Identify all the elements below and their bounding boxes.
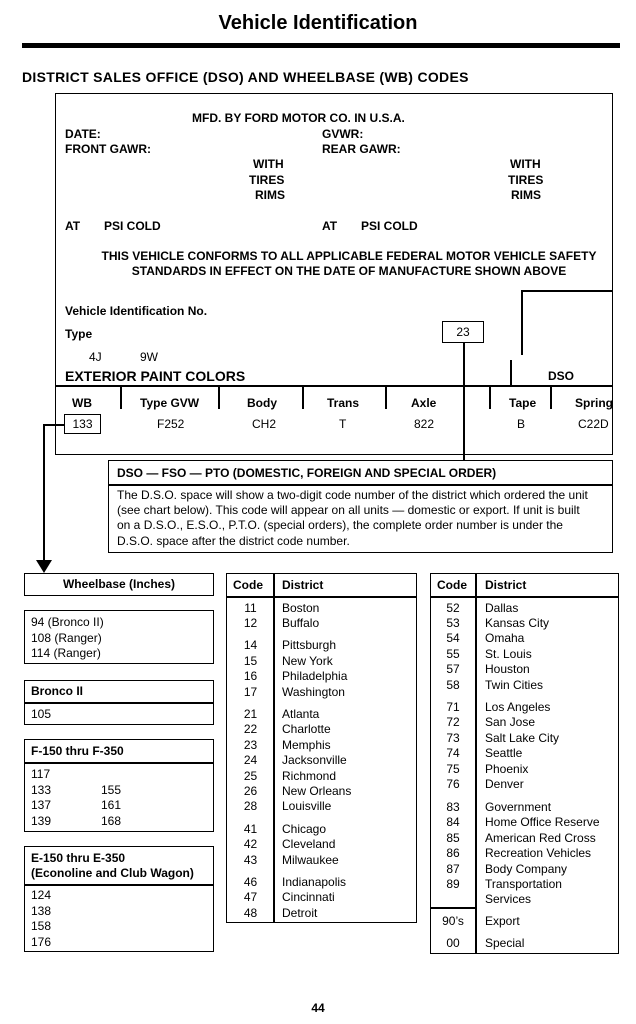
district-name: Washington [282, 685, 345, 699]
col-sep-4 [385, 385, 387, 409]
district-code: 54 [446, 631, 460, 645]
district-name: Services [485, 892, 532, 906]
district-code: 57 [446, 662, 460, 676]
dso-explanation-heading: DSO — FSO — PTO (DOMESTIC, FOREIGN AND SPECIAL ORDER) [117, 466, 497, 480]
page-title: Vehicle Identification [218, 12, 418, 34]
district-name: Milwaukee [282, 853, 339, 867]
district-table-2-code-header: Code [437, 578, 467, 592]
dso-connector-line [463, 343, 465, 460]
district-name: Seattle [485, 746, 523, 760]
wb-value-box [64, 414, 101, 434]
dso-divider [510, 360, 512, 385]
district-code: 14 [243, 638, 258, 652]
district-name: New Orleans [282, 784, 352, 798]
wheelbase-item: 168 [101, 814, 122, 828]
front-with-label: WITH [253, 157, 284, 171]
exterior-paint-label: EXTERIOR PAINT COLORS [65, 368, 246, 384]
district-code: 43 [243, 853, 258, 867]
wb-arrow-vertical [43, 424, 45, 564]
district-table-1-code-header: Code [233, 578, 263, 592]
col-sep-6 [550, 385, 552, 409]
col-axle: Axle [411, 396, 437, 410]
wheelbase-item: 124 [31, 888, 52, 902]
wheelbase-item: 139 [31, 814, 52, 828]
district-code: 25 [243, 769, 258, 783]
district-name: San Jose [485, 715, 536, 729]
wheelbase-item: 94 (Bronco II) [31, 615, 104, 629]
district-code: 84 [446, 815, 460, 829]
bronco-rule [25, 702, 213, 704]
district-code: 22 [243, 722, 258, 736]
district-code: 26 [243, 784, 258, 798]
district-code: 75 [446, 762, 460, 776]
rear-rims-label: RIMS [511, 188, 541, 202]
vin-label: Vehicle Identification No. [65, 304, 208, 318]
col-trans: Trans [327, 396, 360, 410]
col-sep-3 [302, 385, 304, 409]
district-code: 53 [446, 616, 460, 630]
wheelbase-item: 108 (Ranger) [31, 631, 102, 645]
front-at-label: AT [65, 219, 81, 233]
spring-value: C22D [578, 417, 609, 431]
wheelbase-header-box [24, 573, 214, 596]
district-code: 55 [446, 647, 460, 661]
district-table-2-header-rule [431, 596, 618, 598]
district-code: 15 [243, 654, 258, 668]
col-body: Body [247, 396, 277, 410]
dso-explanation-line-4: D.S.O. space after the district code number. [117, 534, 350, 548]
bronco-title: Bronco II [31, 684, 84, 698]
gvwr-label: GVWR: [322, 127, 364, 141]
district-code: 16 [243, 669, 258, 683]
type-gvw-value: F252 [157, 417, 185, 431]
district-name: Louisville [282, 799, 332, 813]
wheelbase-item: 155 [101, 783, 122, 797]
district-name: Recreation Vehicles [485, 846, 592, 860]
district-name: Cincinnati [282, 890, 335, 904]
district-table-1-header-rule [227, 596, 416, 598]
conforms-line-1: THIS VEHICLE CONFORMS TO ALL APPLICABLE FEDERAL MOTOR VEHICLE SAFETY [101, 249, 597, 263]
columns-rule [55, 385, 613, 387]
district-name: Body Company [485, 862, 568, 876]
district-name: Transportation [485, 877, 562, 891]
district-code: 42 [243, 837, 258, 851]
front-gawr-label: FRONT GAWR: [65, 142, 151, 156]
wheelbase-group-1 [24, 610, 214, 664]
district-name: Dallas [485, 601, 519, 615]
front-rims-label: RIMS [255, 188, 285, 202]
district-name: Special [485, 936, 525, 950]
district-code: 41 [243, 822, 258, 836]
district-name: Chicago [282, 822, 327, 836]
district-table-2-district-header: District [485, 578, 527, 592]
wheelbase-item: 137 [31, 798, 52, 812]
page-number: 44 [311, 1001, 325, 1015]
dso-explanation-line-2: (see chart below). This code will appear on all units — domestic or export. If unit is built [117, 503, 580, 517]
dso-code-box [442, 321, 484, 343]
wheelbase-item: 105 [31, 707, 52, 721]
district-code: 21 [243, 707, 258, 721]
wb-value: 133 [72, 417, 93, 431]
wb-arrow-horizontal [43, 424, 64, 426]
tape-value: B [517, 417, 526, 431]
district-code: 71 [446, 700, 460, 714]
wheelbase-item: 161 [101, 798, 122, 812]
district-code: 28 [243, 799, 258, 813]
f150-rule [25, 762, 213, 764]
district-code: 87 [446, 862, 460, 876]
district-code: 17 [243, 685, 258, 699]
district-code: 74 [446, 746, 460, 760]
district-code: 89 [446, 877, 460, 891]
district-name: Houston [485, 662, 530, 676]
district-name: Cleveland [282, 837, 336, 851]
district-name: Twin Cities [485, 678, 544, 692]
axle-value: 822 [414, 417, 435, 431]
district-name: Charlotte [282, 722, 331, 736]
trans-value: T [339, 417, 347, 431]
wheelbase-header: Wheelbase (Inches) [62, 577, 176, 591]
e150-title-line-1: E-150 thru E-350 [31, 851, 126, 865]
district-name: Memphis [282, 738, 331, 752]
col-wb: WB [72, 396, 92, 410]
district-code: 85 [446, 831, 460, 845]
district-name: Government [485, 800, 552, 814]
district-name: American Red Cross [485, 831, 596, 845]
wheelbase-item: 117 [31, 767, 51, 781]
dso-bracket-side [521, 290, 523, 355]
district-code: 52 [446, 601, 460, 615]
district-name: St. Louis [485, 647, 532, 661]
rear-gawr-label: REAR GAWR: [322, 142, 401, 156]
col-sep-1 [120, 385, 122, 409]
dso-label: DSO [548, 369, 575, 383]
dso-explanation-line-3: on a D.S.O., E.S.O., P.T.O. (special orders), the complete order number is under the [117, 518, 563, 532]
district-name: Phoenix [485, 762, 529, 776]
district-name: Boston [282, 601, 320, 615]
district-code: 11 [244, 601, 257, 615]
rear-psi-cold-label: PSI COLD [361, 219, 418, 233]
body-value: CH2 [252, 417, 277, 431]
wheelbase-item: 176 [31, 935, 52, 949]
front-tires-label: TIRES [249, 173, 285, 187]
district-code: 76 [446, 777, 460, 791]
district-table-2-export-rule [431, 907, 476, 909]
col-tape: Tape [509, 396, 537, 410]
wheelbase-e150-box [24, 846, 214, 952]
district-code: 73 [446, 731, 460, 745]
district-name: Philadelphia [282, 669, 348, 683]
district-name: Indianapolis [282, 875, 347, 889]
code-9w: 9W [140, 350, 158, 364]
district-name: Home Office Reserve [485, 815, 600, 829]
date-label: DATE: [65, 127, 101, 141]
wheelbase-item: 133 [31, 783, 52, 797]
district-code: 00 [446, 936, 460, 950]
district-code: 86 [446, 846, 460, 860]
district-name: Los Angeles [485, 700, 551, 714]
district-table-1-district-header: District [282, 578, 324, 592]
col-sep-2 [218, 385, 220, 409]
col-sep-5 [489, 385, 491, 409]
title-rule [22, 43, 620, 48]
district-code: 24 [243, 753, 258, 767]
wheelbase-f150-box [24, 739, 214, 832]
district-code: 83 [446, 800, 460, 814]
code-4j: 4J [89, 350, 102, 364]
district-name: Detroit [282, 906, 318, 920]
e150-rule [25, 884, 213, 886]
district-name: New York [282, 654, 333, 668]
district-name: Salt Lake City [485, 731, 560, 745]
district-table-2 [430, 573, 619, 954]
front-psi-cold-label: PSI COLD [104, 219, 161, 233]
section-title: DISTRICT SALES OFFICE (DSO) AND WHEELBASE (WB) CODES [22, 69, 469, 85]
district-table-1 [226, 573, 417, 923]
dso-bracket-top [521, 290, 613, 292]
rear-tires-label: TIRES [508, 173, 544, 187]
district-code: 72 [446, 715, 460, 729]
district-name: Omaha [485, 631, 525, 645]
rear-with-label: WITH [510, 157, 541, 171]
wheelbase-item: 138 [31, 904, 52, 918]
conforms-line-2: STANDARDS IN EFFECT ON THE DATE OF MANUFACTURE SHOWN ABOVE [131, 264, 567, 278]
dso-code-value: 23 [456, 325, 470, 339]
wheelbase-item: 114 (Ranger) [31, 646, 101, 660]
district-code: 48 [243, 906, 258, 920]
wheelbase-item: 158 [31, 919, 52, 933]
district-name: Jacksonville [282, 753, 347, 767]
district-name: Atlanta [282, 707, 320, 721]
mfd-text: MFD. BY FORD MOTOR CO. IN U.S.A. [192, 111, 405, 125]
district-name: Pittsburgh [282, 638, 337, 652]
arrow-down-icon [36, 560, 52, 574]
wheelbase-bronco-box [24, 680, 214, 725]
district-code: 12 [243, 616, 258, 630]
rear-at-label: AT [322, 219, 338, 233]
district-name: Export [485, 914, 520, 928]
col-type-gvw: Type GVW [140, 396, 200, 410]
district-name: Denver [485, 777, 524, 791]
district-table-2-divider [475, 574, 477, 953]
e150-title-line-2: (Econoline and Club Wagon) [31, 866, 194, 880]
f150-title: F-150 thru F-350 [31, 744, 124, 758]
type-label: Type [65, 327, 93, 341]
district-name: Kansas City [485, 616, 550, 630]
district-code: 23 [243, 738, 258, 752]
district-code: 90’s [442, 914, 464, 928]
district-name: Buffalo [282, 616, 320, 630]
dso-explanation-line-1: The D.S.O. space will show a two-digit code number of the district which ordered the unit [117, 488, 588, 502]
district-code: 58 [446, 678, 460, 692]
district-name: Richmond [282, 769, 337, 783]
dso-explanation-rule [108, 484, 613, 486]
col-spring: Spring [575, 396, 613, 410]
district-code: 46 [243, 875, 258, 889]
district-code: 47 [243, 890, 258, 904]
